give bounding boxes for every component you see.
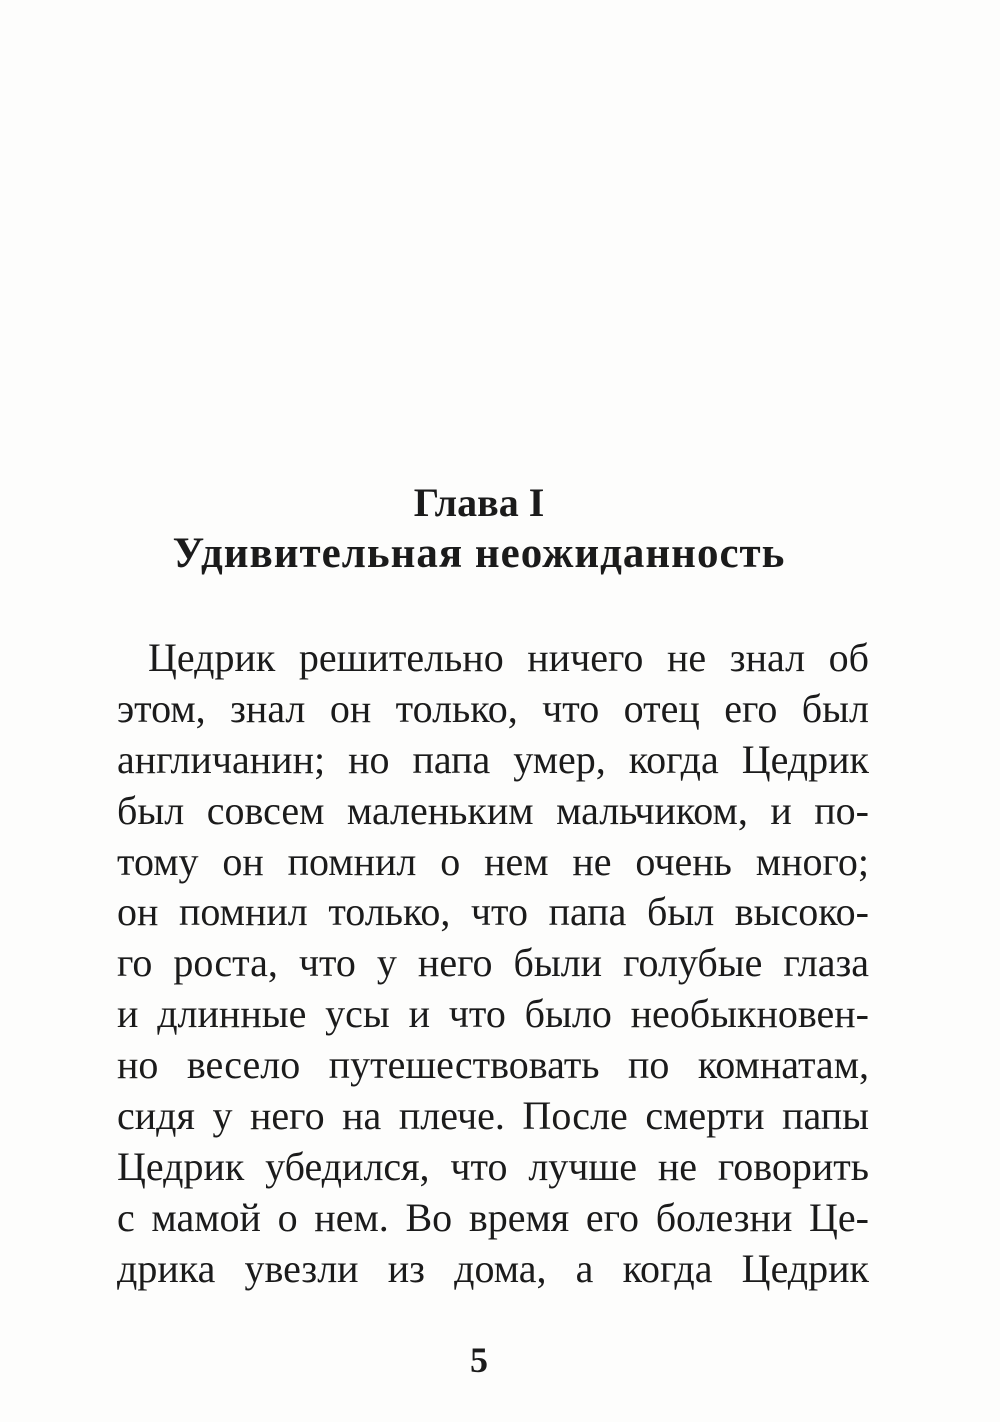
chapter-title: Удивительная неожиданность xyxy=(172,530,786,577)
page-number: 5 xyxy=(470,1340,488,1380)
text-line: но весело путешествовать по комнатам, xyxy=(117,1042,869,1088)
text-line: го роста, что у него были голубые глаза xyxy=(117,940,869,986)
text-line: и длинные усы и что было необыкновен- xyxy=(117,991,869,1037)
chapter-number: Глава I xyxy=(413,480,545,525)
text-line: он помнил только, что папа был высоко- xyxy=(117,889,869,935)
text-line: Цедрик решительно ничего не знал об xyxy=(148,635,869,680)
text-line: англичанин; но папа умер, когда Цедрик xyxy=(117,736,869,782)
text-line: этом, знал он только, что отец его был xyxy=(117,685,869,731)
text-line: Цедрик убедился, что лучше не говорить xyxy=(117,1143,869,1189)
text-line: с мамой о нем. Во время его болезни Це- xyxy=(117,1194,869,1240)
body-text xyxy=(117,633,869,1295)
text-line: сидя у него на плече. После смерти папы xyxy=(117,1093,869,1139)
text-line: был совсем маленьким мальчиком, и по- xyxy=(117,787,869,833)
text-line: тому он помнил о нем не очень много; xyxy=(117,838,869,884)
text-line: дрика увезли из дома, а когда Цедрик xyxy=(117,1245,869,1291)
